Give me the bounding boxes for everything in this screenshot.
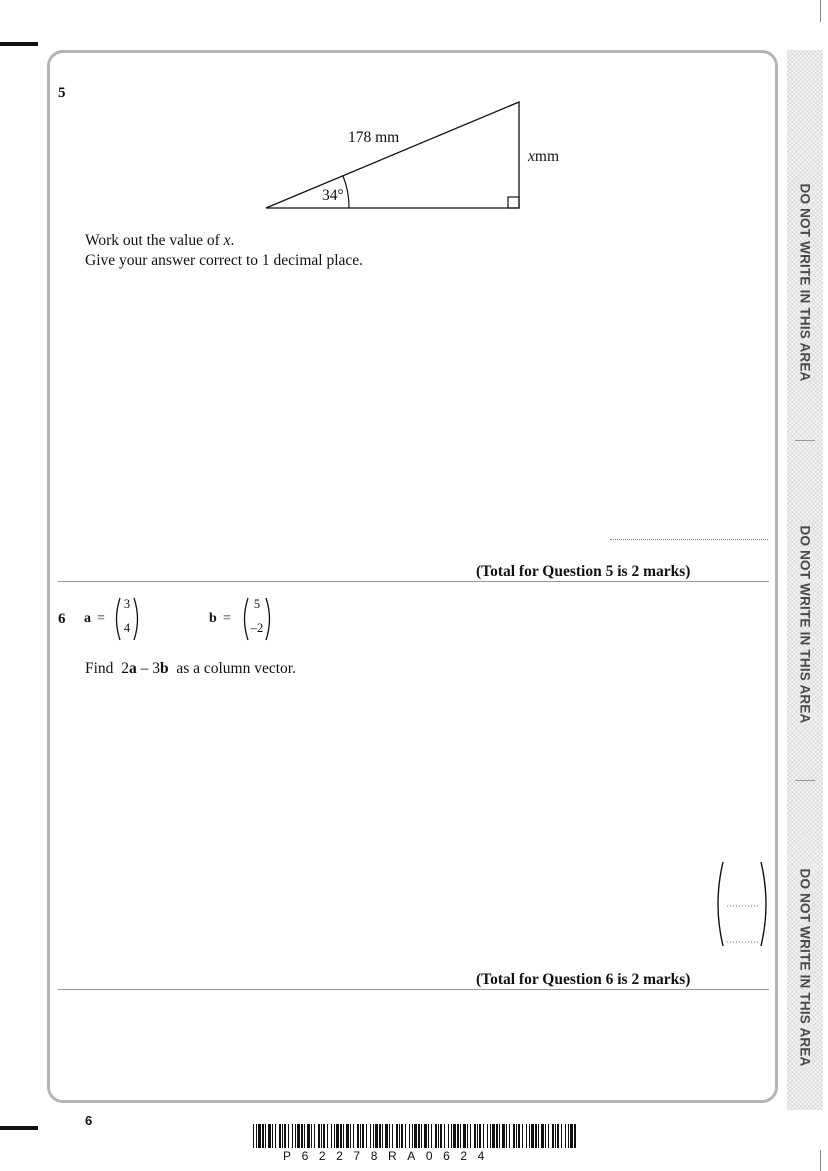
- barcode-bar: [463, 1124, 466, 1148]
- barcode-text: P62278RA0624: [283, 1149, 495, 1163]
- barcode-bar: [557, 1124, 559, 1148]
- side-x-label: [528, 147, 559, 167]
- find-prefix: Find: [85, 660, 122, 677]
- barcode-bar: [370, 1124, 371, 1148]
- angle-label: 34°: [322, 187, 344, 204]
- question-5-divider: [58, 581, 769, 582]
- barcode-bar: [431, 1124, 432, 1148]
- barcode-bar: [360, 1124, 361, 1148]
- barcode-bar: [513, 1124, 515, 1148]
- barcode-bar: [282, 1124, 283, 1148]
- question-6-number: 6: [58, 611, 66, 627]
- question-6-total: (Total for Question 6 is 2 marks): [476, 971, 691, 988]
- question-5-number: 5: [58, 85, 66, 101]
- barcode-bar: [307, 1124, 310, 1148]
- barcode-bar: [253, 1124, 254, 1148]
- barcode-bar: [301, 1124, 303, 1148]
- barcode-bar: [506, 1124, 507, 1148]
- barcode-bar: [288, 1124, 289, 1148]
- barcode-bar: [392, 1124, 393, 1148]
- barcode-bar: [262, 1124, 264, 1148]
- barcode-bar: [389, 1124, 390, 1148]
- barcode-bar: [379, 1124, 381, 1148]
- margin-notice-divider: [795, 440, 815, 441]
- side-x-unit: mm: [534, 148, 560, 165]
- question-6-instruction: [85, 659, 296, 679]
- barcode-bar: [385, 1124, 388, 1148]
- barcode-bar: [570, 1124, 573, 1148]
- vector-b-equals: =: [223, 611, 231, 626]
- barcode-bar: [412, 1124, 413, 1148]
- crop-mark-bottom-left: [0, 1126, 38, 1130]
- barcode-bar: [545, 1124, 546, 1148]
- barcode-bar: [492, 1124, 495, 1148]
- margin-notice-divider: [795, 780, 815, 781]
- vector-a-equals: =: [97, 611, 105, 626]
- barcode-bar: [321, 1124, 322, 1148]
- barcode-bar: [499, 1124, 500, 1148]
- find-suffix: as a column vector.: [168, 660, 296, 677]
- barcode-bar: [518, 1124, 520, 1148]
- question-5-total: (Total for Question 5 is 2 marks): [476, 563, 691, 580]
- answer-left-paren: [718, 862, 723, 946]
- barcode-bar: [526, 1124, 527, 1148]
- crop-mark-bottom-right: [820, 1150, 821, 1171]
- barcode-bar: [438, 1124, 439, 1148]
- barcode-bar: [509, 1124, 510, 1148]
- barcode-bar: [448, 1124, 449, 1148]
- barcode-bar: [531, 1124, 534, 1148]
- barcode-bar: [409, 1124, 410, 1148]
- vector-a-bottom: 4: [123, 621, 131, 635]
- barcode-bar: [529, 1124, 530, 1148]
- vector-b-name: b: [209, 611, 217, 626]
- question-5-answer-line[interactable]: [610, 539, 768, 540]
- barcode-bar: [483, 1124, 484, 1148]
- barcode-bar: [565, 1124, 566, 1148]
- find-coef-b: 3: [152, 660, 160, 677]
- vector-a-top: 3: [123, 597, 131, 611]
- barcode-bar: [318, 1124, 320, 1148]
- barcode-bar: [268, 1124, 271, 1148]
- hypotenuse-label: 178 mm: [348, 129, 400, 146]
- find-coef-a: 2: [121, 660, 129, 677]
- barcode-bar: [574, 1124, 576, 1148]
- vector-b-bottom: –2: [250, 621, 264, 635]
- barcode-bar: [522, 1124, 523, 1148]
- barcode-bar: [405, 1124, 406, 1148]
- barcode-bar: [373, 1124, 374, 1148]
- barcode-bar: [424, 1124, 427, 1148]
- barcode-bar: [470, 1124, 471, 1148]
- barcode-bar: [487, 1124, 488, 1148]
- find-var-b: b: [159, 660, 169, 677]
- find-operator: –: [136, 660, 153, 677]
- instruction-1-variable: x: [223, 232, 231, 249]
- barcode-bar: [444, 1124, 445, 1148]
- barcode-bar: [346, 1124, 349, 1148]
- barcode-bar: [265, 1124, 266, 1148]
- barcode-bar: [353, 1124, 354, 1148]
- question-5-instruction-2: Give your answer correct to 1 decimal place.: [85, 252, 364, 269]
- barcode-bar: [496, 1124, 498, 1148]
- barcode-bar: [399, 1124, 400, 1148]
- barcode-bar: [375, 1124, 378, 1148]
- barcode-bar: [467, 1124, 468, 1148]
- barcode-bar: [535, 1124, 537, 1148]
- barcode-bar: [552, 1124, 554, 1148]
- barcode-bar: [451, 1124, 452, 1148]
- barcode-bar: [327, 1124, 328, 1148]
- barcode-bar: [336, 1124, 339, 1148]
- barcode-bar: [311, 1124, 312, 1148]
- barcode-bar: [292, 1124, 293, 1148]
- barcode-bar: [479, 1124, 481, 1148]
- margin-notice-3: DO NOT WRITE IN THIS AREA: [797, 868, 813, 1067]
- barcode-bar: [555, 1124, 556, 1148]
- barcode-bar: [428, 1124, 429, 1148]
- barcode-bar: [334, 1124, 335, 1148]
- barcode-bar: [279, 1124, 281, 1148]
- answer-right-paren: [761, 862, 766, 946]
- barcode-bar: [435, 1124, 437, 1148]
- barcode-bar: [340, 1124, 342, 1148]
- find-var-a: a: [128, 660, 137, 677]
- barcode-bar: [396, 1124, 398, 1148]
- barcode-bar: [414, 1124, 417, 1148]
- barcode-bar: [314, 1124, 315, 1148]
- do-not-write-margin: [787, 50, 823, 1110]
- question-6-divider: [58, 989, 769, 990]
- barcode-bar: [538, 1124, 539, 1148]
- barcode-bar: [284, 1124, 286, 1148]
- page-number: 6: [85, 1113, 93, 1128]
- barcode-bar: [401, 1124, 403, 1148]
- barcode-bar: [366, 1124, 367, 1148]
- barcode: [253, 1124, 577, 1150]
- instruction-1-prefix: Work out the value of: [85, 232, 224, 249]
- question-5-instruction-1: [85, 231, 234, 251]
- vector-a-name: a: [84, 611, 91, 626]
- barcode-bar: [272, 1124, 273, 1148]
- barcode-bar: [258, 1124, 261, 1148]
- barcode-bar: [295, 1124, 296, 1148]
- barcode-bar: [343, 1124, 344, 1148]
- barcode-bar: [460, 1124, 461, 1148]
- barcode-bar: [474, 1124, 476, 1148]
- right-angle-marker: [508, 197, 519, 208]
- barcode-bar: [297, 1124, 300, 1148]
- barcode-bar: [357, 1124, 359, 1148]
- barcode-bar: [477, 1124, 478, 1148]
- barcode-bar: [457, 1124, 459, 1148]
- barcode-bar: [516, 1124, 517, 1148]
- barcode-bar: [561, 1124, 562, 1148]
- barcode-bar: [440, 1124, 442, 1148]
- barcode-bar: [418, 1124, 420, 1148]
- side-x-variable: x: [528, 148, 535, 165]
- barcode-bar: [323, 1124, 325, 1148]
- barcode-bar: [331, 1124, 332, 1148]
- barcode-bar: [502, 1124, 505, 1148]
- barcode-bar: [362, 1124, 364, 1148]
- barcode-bar: [541, 1124, 544, 1148]
- barcode-bar: [490, 1124, 491, 1148]
- barcode-bar: [256, 1124, 257, 1148]
- barcode-bar: [548, 1124, 549, 1148]
- question-6-answer-vector[interactable]: [713, 860, 771, 948]
- right-triangle: [266, 102, 519, 208]
- margin-notice-1: DO NOT WRITE IN THIS AREA: [797, 183, 813, 382]
- barcode-bar: [568, 1124, 569, 1148]
- barcode-bar: [382, 1124, 383, 1148]
- vector-b-top: 5: [253, 597, 261, 611]
- barcode-bar: [453, 1124, 456, 1148]
- crop-mark-top-right: [820, 0, 821, 22]
- margin-notice-2: DO NOT WRITE IN THIS AREA: [797, 525, 813, 724]
- barcode-bar: [421, 1124, 422, 1148]
- instruction-1-suffix: .: [230, 232, 235, 249]
- barcode-bar: [350, 1124, 351, 1148]
- angle-arc: [343, 176, 349, 208]
- barcode-bar: [304, 1124, 305, 1148]
- crop-mark-top-left: [0, 42, 38, 46]
- barcode-bar: [275, 1124, 276, 1148]
